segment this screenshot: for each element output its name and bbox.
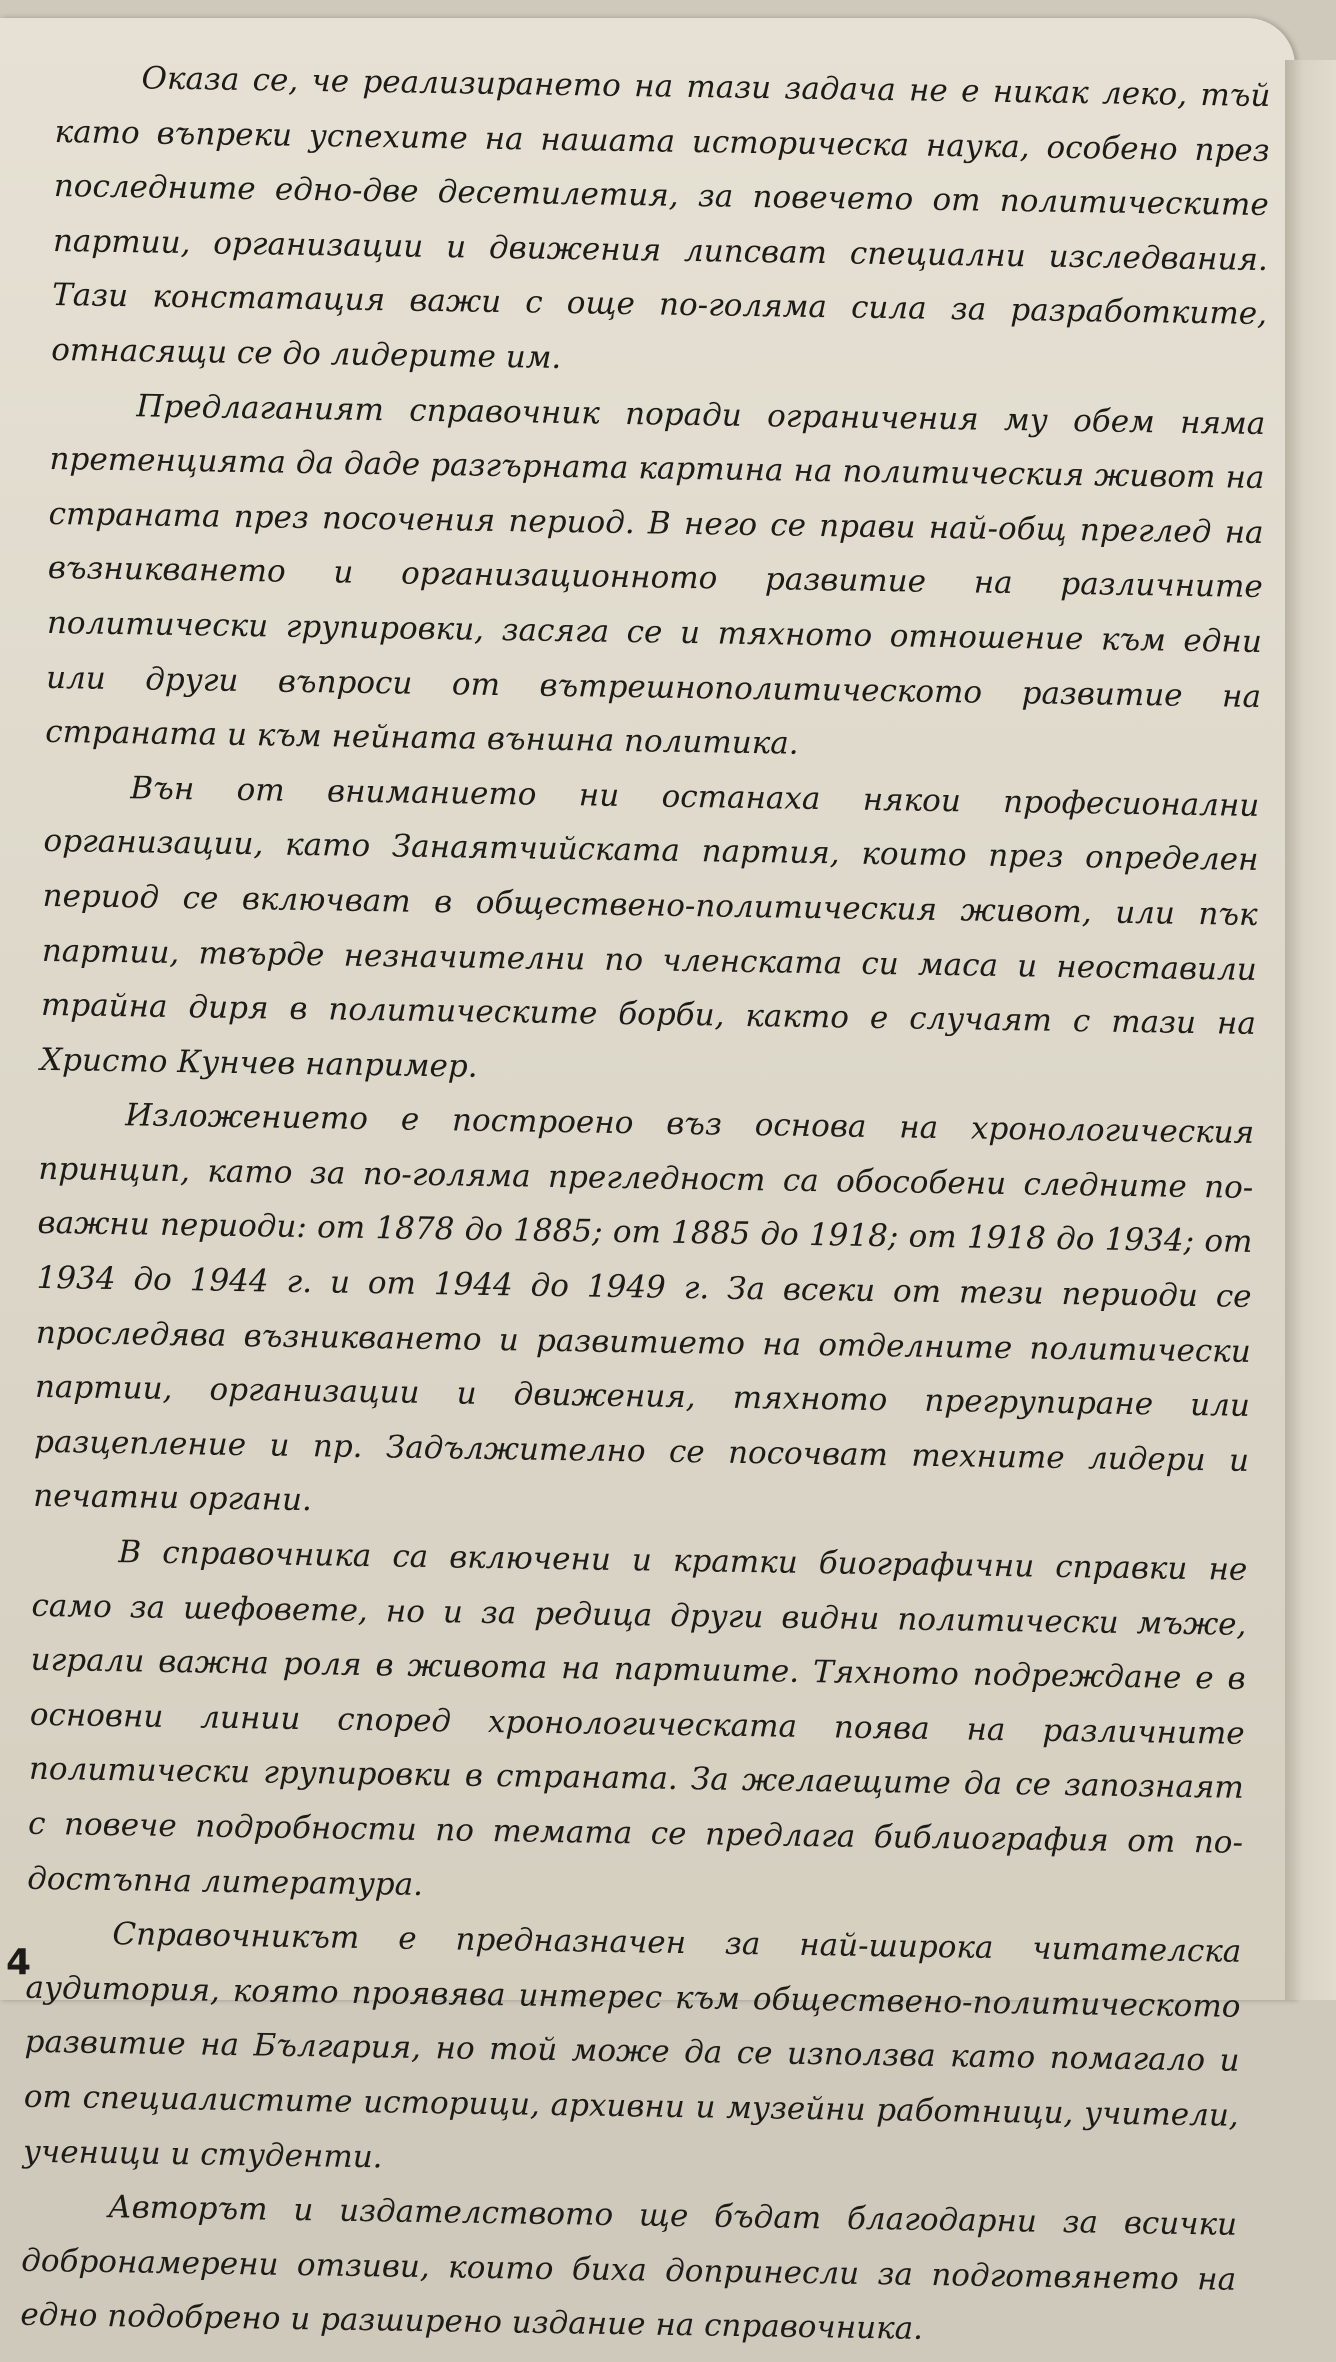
paragraph: Справочникът е предназначен за най-широка читателска аудитория, която проявява интерес към обществено-политическото развитие на България, но той може да се използва като помагало и от специалистите историци, архивни и музейни работници, учители, ученици и студенти. — [22, 1916, 1242, 2175]
paragraph: Предлаганият справочник поради ограничения му обем няма претенцията да даде разгърната картина на политическия живот на страната през посочения период. В него се прави най-общ преглед на възникването и организационното развитие на различните политически групировки, засяга се и тяхното отношение към едни или други въпроси от вътрешнополитическото развитие на страната и към нейната външна политика. — [45, 387, 1266, 762]
book-page — [0, 18, 1295, 2348]
paragraph: Вън от вниманието ни останаха някои професионални организации, като Занаятчийската партия, които през определен период се включват в обществено-политическия живот, или пък партии, твърде незначителни по членската си маса и неоставили трайна диря в политическите борби, както е случаят с тази на Христо Кунчев например. — [39, 769, 1260, 1085]
body-text — [20, 50, 1271, 2362]
next-page-edge — [1285, 60, 1336, 2000]
page-number: 4 — [6, 1942, 32, 1983]
paragraph: Оказа се, че реализирането на тази задача не е никак леко, тъй като въпреки успехите на нашата историческа наука, особено през последните едно-две десетилетия, за повечето от политическите партии, организации и движения липсват специални изследвания. Тази констатация важи с още по-голяма сила за разработките, отнасящи се до лидерите им. — [51, 60, 1271, 376]
paragraph: Изложението е построено въз основа на хронологическия принцип, като за по-голяма прегледност са обособени следните по-важни периоди: от 1878 до 1885; от 1885 до 1918; от 1918 до 1934; от 1934 до 1944 г. и от 1944 до 1949 г. За всеки от тези периоди се проследява възникването и развитието на отделните политически партии, организации и движения, тяхното прегрупиране или разцепление и пр. Задължително се посочват техните лидери и печатни органи. — [32, 1097, 1255, 1519]
paragraph: Авторът и издателството ще бъдат благодарни за всички добронамерени отзиви, които биха допринесли за подготвянето на едно подобрено и разширено издание на справочника. — [20, 2189, 1238, 2348]
paragraph: В справочника са включени и кратки биографични справки не само за шефовете, но и за редица други видни политически мъже, играли важна роля в живота на партиите. Тяхното подреждане е в основни линии според хронологическата поява на различните политически групировки в страната. За желаещите да се запознаят с повече подробности по темата се предлага библиография от по-достъпна литература. — [26, 1534, 1248, 1903]
